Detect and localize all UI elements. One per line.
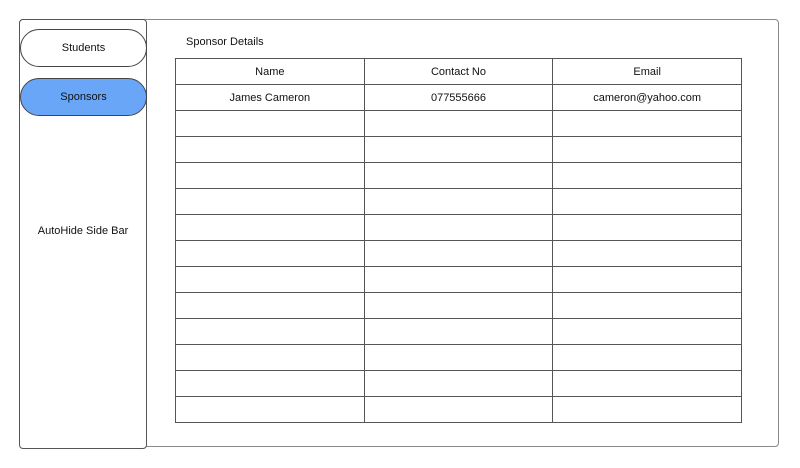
table-row[interactable] bbox=[176, 85, 742, 111]
cell-email[interactable] bbox=[553, 293, 742, 319]
table-row[interactable] bbox=[176, 137, 742, 163]
sidebar-item-label: Sponsors bbox=[60, 91, 107, 103]
cell-name[interactable] bbox=[176, 189, 365, 215]
cell-contact[interactable] bbox=[364, 215, 553, 241]
cell-name[interactable] bbox=[176, 371, 365, 397]
cell-contact[interactable] bbox=[364, 241, 553, 267]
cell-email[interactable] bbox=[553, 137, 742, 163]
sidebar-item-students[interactable] bbox=[20, 29, 147, 67]
sponsor-table bbox=[175, 58, 742, 423]
table-row[interactable] bbox=[176, 267, 742, 293]
cell-contact[interactable]: 077555666 bbox=[364, 85, 553, 111]
cell-name[interactable] bbox=[176, 215, 365, 241]
cell-name[interactable] bbox=[176, 345, 365, 371]
table-row[interactable] bbox=[176, 215, 742, 241]
cell-contact[interactable] bbox=[364, 319, 553, 345]
cell-contact[interactable] bbox=[364, 293, 553, 319]
table-row[interactable] bbox=[176, 163, 742, 189]
cell-name[interactable] bbox=[176, 137, 365, 163]
cell-contact[interactable] bbox=[364, 267, 553, 293]
cell-email[interactable] bbox=[553, 189, 742, 215]
cell-email[interactable]: cameron@yahoo.com bbox=[553, 85, 742, 111]
table-header-row bbox=[176, 59, 742, 85]
table-row[interactable] bbox=[176, 319, 742, 345]
cell-contact[interactable] bbox=[364, 189, 553, 215]
cell-name[interactable] bbox=[176, 111, 365, 137]
cell-email[interactable] bbox=[553, 111, 742, 137]
autohide-sidebar[interactable] bbox=[19, 19, 147, 449]
sidebar-item-label: Students bbox=[61, 42, 106, 54]
table-row[interactable] bbox=[176, 371, 742, 397]
cell-email[interactable] bbox=[553, 163, 742, 189]
cell-email[interactable] bbox=[553, 319, 742, 345]
cell-contact[interactable] bbox=[364, 163, 553, 189]
cell-email[interactable] bbox=[553, 215, 742, 241]
cell-contact[interactable] bbox=[364, 345, 553, 371]
cell-contact[interactable] bbox=[364, 111, 553, 137]
column-header-email[interactable]: Email bbox=[553, 59, 742, 85]
cell-contact[interactable] bbox=[364, 371, 553, 397]
sidebar-item-sponsors[interactable] bbox=[20, 78, 147, 116]
page-title: Sponsor Details bbox=[186, 36, 264, 48]
cell-contact[interactable] bbox=[364, 397, 553, 423]
cell-contact[interactable] bbox=[364, 137, 553, 163]
table-row[interactable] bbox=[176, 397, 742, 423]
table-row[interactable] bbox=[176, 345, 742, 371]
cell-name[interactable] bbox=[176, 163, 365, 189]
sidebar-caption: AutoHide Side Bar bbox=[37, 225, 129, 237]
table-row[interactable] bbox=[176, 293, 742, 319]
table-row[interactable] bbox=[176, 189, 742, 215]
table-row[interactable] bbox=[176, 241, 742, 267]
cell-name[interactable] bbox=[176, 293, 365, 319]
cell-email[interactable] bbox=[553, 241, 742, 267]
cell-email[interactable] bbox=[553, 267, 742, 293]
cell-name[interactable] bbox=[176, 241, 365, 267]
column-header-name[interactable]: Name bbox=[176, 59, 365, 85]
cell-email[interactable] bbox=[553, 345, 742, 371]
cell-name[interactable] bbox=[176, 267, 365, 293]
cell-email[interactable] bbox=[553, 371, 742, 397]
column-header-contact[interactable]: Contact No bbox=[364, 59, 553, 85]
cell-name[interactable] bbox=[176, 319, 365, 345]
cell-name[interactable]: James Cameron bbox=[176, 85, 365, 111]
cell-email[interactable] bbox=[553, 397, 742, 423]
table-row[interactable] bbox=[176, 111, 742, 137]
cell-name[interactable] bbox=[176, 397, 365, 423]
